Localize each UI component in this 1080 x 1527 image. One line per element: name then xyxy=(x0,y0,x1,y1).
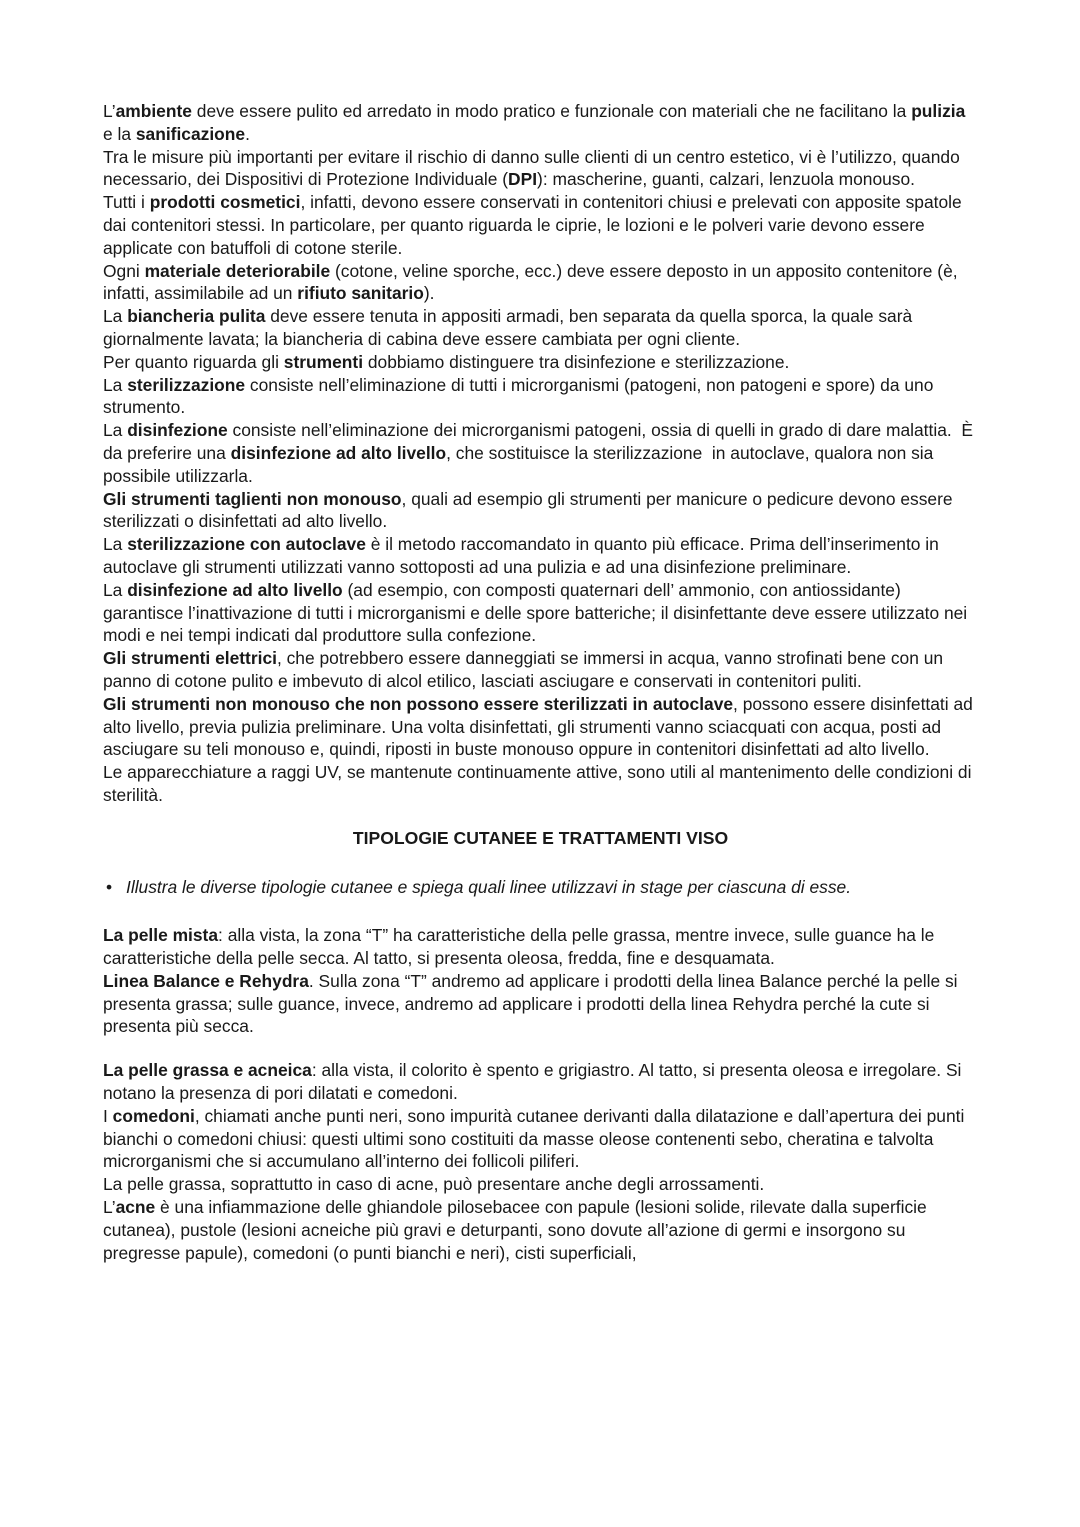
text-run: Gli strumenti non monouso che non possono essere sterilizzati in autoclave xyxy=(103,693,734,714)
text-run: consiste nell’eliminazione dei microrganismi patogeni, ossia di quelli in grado di dare malattia. È da preferire una xyxy=(103,420,978,463)
bullet-dot-icon: • xyxy=(106,876,113,897)
text-run: strumenti xyxy=(283,351,364,372)
text-run: ): mascherine, guanti, calzari, lenzuola monouso. xyxy=(537,169,915,190)
paragraph xyxy=(103,693,978,761)
text-run: : alla vista, la zona “T” ha caratteristiche della pelle grassa, mentre invece, sulle guance ha le caratteristiche della pelle secca. Al tatto, si presenta oleosa, fredda, fine e desquamata. xyxy=(103,925,940,969)
text-run: acne xyxy=(115,1197,156,1218)
text-run: Per quanto riguarda gli xyxy=(103,351,284,372)
paragraph xyxy=(103,146,978,192)
text-run: pulizia xyxy=(911,101,966,121)
text-run: La xyxy=(103,534,128,555)
text-run: dobbiamo distinguere tra disinfezione e sterilizzazione. xyxy=(363,351,790,372)
text-run: consiste nell’eliminazione di tutti i microrganismi (patogeni, non patogeni e spore) da uno strumento. xyxy=(103,374,939,418)
text-run: Le apparecchiature a raggi UV, se mantenute continuamente attive, sono utili al mantenimento delle condizioni di sterilità. xyxy=(103,762,977,805)
text-run: disinfezione xyxy=(127,420,228,441)
text-run: rifiuto sanitario xyxy=(297,283,424,304)
paragraph xyxy=(103,100,978,146)
text-run: ). xyxy=(423,283,435,304)
paragraph xyxy=(103,647,978,693)
document-body xyxy=(103,100,978,1264)
paragraph xyxy=(103,1173,978,1196)
text-run: . xyxy=(245,123,250,144)
text-run: La xyxy=(103,579,128,600)
paragraph xyxy=(103,579,978,647)
paragraph xyxy=(103,260,978,306)
paragraph xyxy=(103,374,978,420)
text-run: biancheria pulita xyxy=(127,306,266,327)
text-run: ambiente xyxy=(115,101,192,121)
text-run: deve essere tenuta in appositi armadi, ben separata da quella sporca, la quale sarà giornalmente lavata; la biancheria di cabina deve essere cambiata per ogni cliente. xyxy=(103,306,917,349)
text-run: materiale deteriorabile xyxy=(144,260,331,281)
text-run: Ogni xyxy=(103,260,145,281)
paragraph xyxy=(103,305,978,351)
text-run: . Sulla zona “T” andremo ad applicare i prodotti della linea Balance perché la pelle si presenta grassa; sulle guance, invece, andremo ad applicare i prodotti della linea Rehydra perché la cute si presenta più secca. xyxy=(103,970,963,1037)
text-run: La pelle grassa, soprattutto in caso di acne, può presentare anche degli arrossamenti. xyxy=(103,1174,765,1195)
paragraph xyxy=(103,419,978,487)
text-run: prodotti cosmetici xyxy=(149,192,301,213)
text-run: Gli strumenti taglienti non monouso xyxy=(103,488,402,509)
paragraph xyxy=(103,761,978,807)
text-run: TIPOLOGIE CUTANEE E TRATTAMENTI VISO xyxy=(352,827,729,848)
text-run: , infatti, devono essere conservati in contenitori chiusi e prelevati con apposite spatole dai contenitori stessi. In particolare, per quanto riguarda le ciprie, le lozioni e le polveri varie devono essere applicate con batuffoli di cotone sterile. xyxy=(103,192,967,258)
text-run: Linea Balance e Rehydra xyxy=(103,970,309,991)
text-run: , possono essere disinfettati ad alto livello, previa pulizia preliminare. Una volta disinfettati, gli strumenti vanno sciacquati con acqua, posti ad asciugare su teli monouso e, quindi, riposti in buste monouso oppure in contenitori disinfettati ad alto livello. xyxy=(103,693,978,760)
paragraph xyxy=(103,1105,978,1173)
text-run: è il metodo raccomandato in quanto più efficace. Prima dell’inserimento in autoclave gli strumenti utilizzati vanno sottoposti ad una pulizia e ad una disinfezione preliminare. xyxy=(103,534,944,577)
text-run: è una infiammazione delle ghiandole pilosebacee con papule (lesioni solide, rilevate dalla superficie cutanea), pustole (lesioni acneiche più gravi e deturpanti, sono dovute all’azione di germi e insorgono su pregresse papule), comedoni (o punti bianchi e neri), cisti superficiali, xyxy=(103,1197,932,1263)
text-run: DPI xyxy=(508,169,538,190)
text-run: Tra le misure più importanti per evitare il rischio di danno sulle clienti di un centro estetico, vi è l’utilizzo, quando necessario, dei Dispositivi di Protezione Individuale ( xyxy=(103,146,965,190)
paragraph xyxy=(103,191,978,259)
text-run: : alla vista, il colorito è spento e grigiastro. Al tatto, si presenta oleosa e irregolare. Si notano la presenza di pori dilatati e comedoni. xyxy=(103,1060,967,1104)
text-run: sterilizzazione con autoclave xyxy=(127,534,366,555)
text-run: (cotone, veline sporche, ecc.) deve essere deposto in un apposito contenitore (è, infatti, assimilabile ad un xyxy=(103,260,963,304)
paragraph xyxy=(103,533,978,579)
text-run: , quali ad esempio gli strumenti per manicure o pedicure devono essere sterilizzati o disinfettati ad alto livello. xyxy=(103,488,958,532)
text-run: L’ xyxy=(103,1197,116,1218)
paragraph xyxy=(103,924,978,970)
paragraph xyxy=(103,970,978,1038)
text-run: comedoni xyxy=(112,1105,195,1126)
text-run: deve essere pulito ed arredato in modo pratico e funzionale con materiali che ne facilitano la xyxy=(191,101,912,121)
text-run: Illustra le diverse tipologie cutanee e spiega quali linee utilizzavi in stage per ciascuna di esse. xyxy=(126,876,852,897)
text-run: La xyxy=(103,374,128,395)
bullet-item xyxy=(103,876,978,899)
blank-line xyxy=(103,1038,978,1059)
section-heading xyxy=(103,827,978,850)
text-run: Tutti i xyxy=(103,192,150,213)
text-run: sterilizzazione xyxy=(127,374,246,395)
text-run: La pelle mista xyxy=(103,925,219,946)
paragraph xyxy=(103,1059,978,1105)
text-run: La xyxy=(103,306,128,327)
paragraph xyxy=(103,488,978,534)
text-run: Gli strumenti elettrici xyxy=(103,648,277,669)
text-run: , chiamati anche punti neri, sono impurità cutanee derivanti dalla dilatazione e dall’apertura dei punti bianchi o comedoni chiusi: questi ultimi sono costituiti da masse oleose contenenti sebo, cheratina e talvolta microrganismi che si accumulano all’interno dei follicoli piliferi. xyxy=(103,1105,970,1172)
text-run: sanificazione xyxy=(135,123,246,144)
text-run: I xyxy=(103,1105,113,1126)
text-run: L’ xyxy=(103,101,116,121)
text-run: , che potrebbero essere danneggiati se immersi in acqua, vanno strofinati bene con un panno di cotone pulito e imbevuto di alcol etilico, lasciati asciugare e conservati in contenitori puliti. xyxy=(103,648,948,691)
text-run: disinfezione ad alto livello xyxy=(230,442,447,463)
text-run: disinfezione ad alto livello xyxy=(127,579,343,600)
paragraph xyxy=(103,1196,978,1264)
text-run: La xyxy=(103,420,128,441)
text-run: e la xyxy=(103,101,971,144)
text-run: (ad esempio, con composti quaternari dell’ ammonio, con antiossidante) garantisce l’inattivazione di tutti i microrganismi e delle spore batteriche; il disinfettante deve essere utilizzato nei modi e nei tempi indicati dal produttore sulla confezione. xyxy=(103,579,973,646)
text-run: La pelle grassa e acneica xyxy=(103,1060,312,1081)
text-run: , che sostituisce la sterilizzazione in autoclave, qualora non sia possibile utilizzarla. xyxy=(103,442,939,486)
paragraph xyxy=(103,351,978,374)
